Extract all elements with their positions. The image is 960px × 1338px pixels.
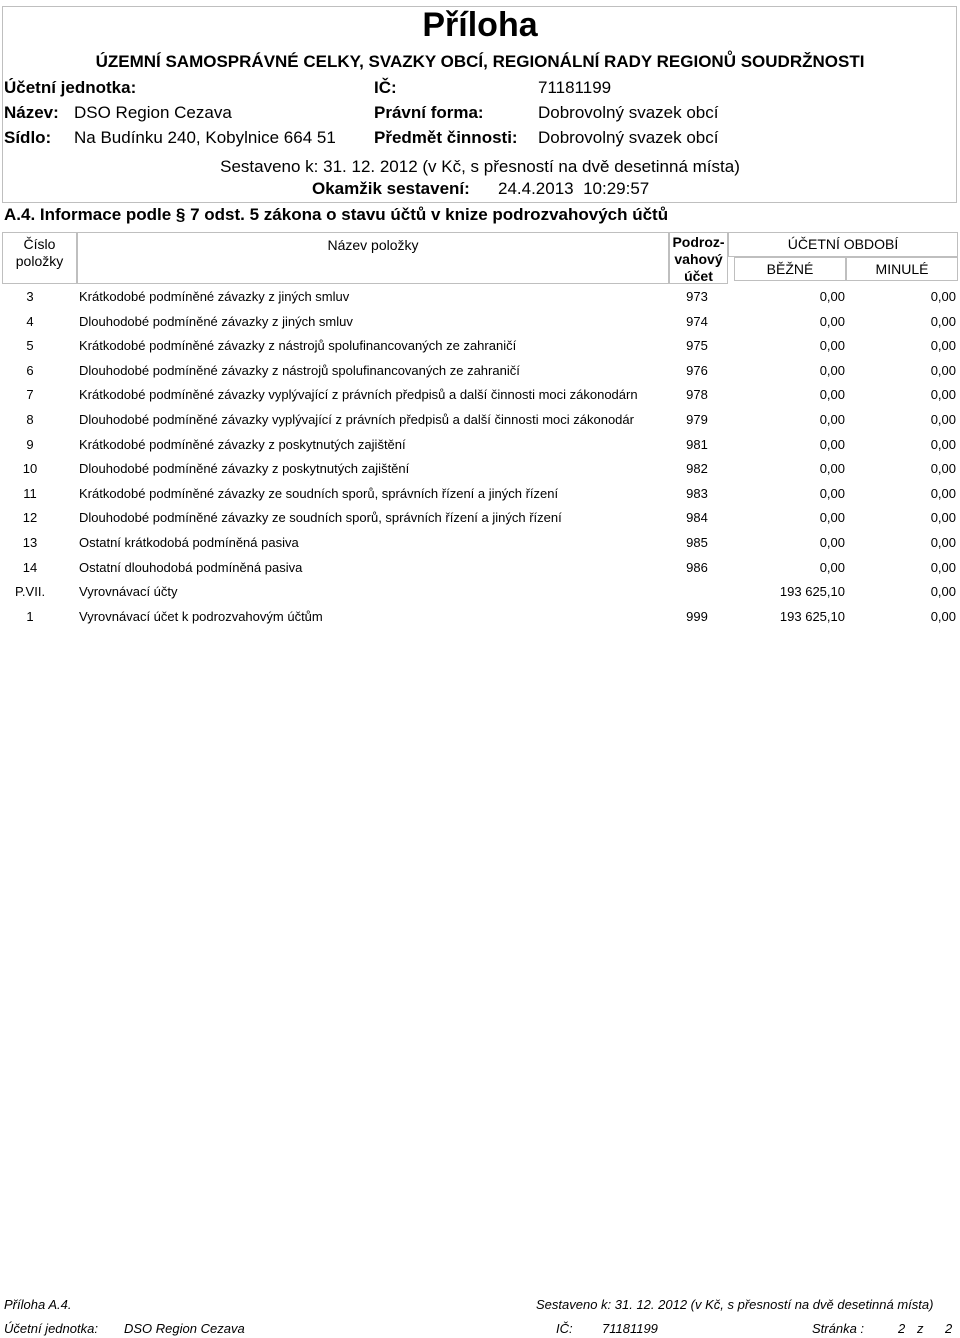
row-number: 11 [23,485,37,501]
row-name: Krátkodobé podmíněné závazky z poskytnutých zajištění [79,436,406,452]
row-current: 0,00 [819,412,845,427]
footer-page-label: Stránka : [812,1321,865,1336]
name-value: DSO Region Cezava [74,103,232,122]
row-previous: 0,00 [930,387,956,403]
seat-label: Sídlo: [4,128,52,147]
section-title: A.4. Informace podle § 7 odst. 5 zákona o stavu účtů v knize podrozvahových účtů [4,205,669,224]
row-account: 986 [686,559,708,575]
header-period: ÚČETNÍ OBDOBÍ [728,232,958,257]
row-number: 6 [26,362,34,378]
row-number: 12 [22,510,38,526]
row-account: 974 [686,313,708,329]
row-number: P.VII. [14,584,46,600]
row-number: 3 [26,289,34,304]
compiled-line: Sestaveno k: 31. 12. 2012 (v Kč, s přesností na dvě desetinná místa) [220,157,740,176]
row-current: 0,00 [819,535,845,550]
table-row [0,457,960,481]
row-account: 985 [686,535,708,550]
row-name: Krátkodobé podmíněné závazky ze soudních sporů, správních řízení a jiných řízení [79,485,559,501]
table-row [0,482,960,506]
row-number: 4 [26,313,34,329]
header-account [669,232,728,284]
footer-page-current: 2 [898,1321,906,1336]
row-previous: 0,00 [930,510,956,526]
row-account: 978 [686,387,708,403]
header-account-line1: Podroz- [672,234,725,250]
seat-value: Na Budínku 240, Kobylnice 664 51 [74,128,336,147]
row-current: 0,00 [819,436,845,452]
row-account: 973 [686,289,708,304]
table-row [0,383,960,407]
header-number-line2: položky [15,253,64,269]
row-name: Dlouhodobé podmíněné závazky vyplývající z právních předpisů a další činnosti moci zákonodár [79,412,634,427]
activity-value: Dobrovolný svazek obcí [538,128,719,147]
row-name: Krátkodobé podmíněné závazky z jiných smluv [79,289,350,304]
row-account: 999 [686,608,708,624]
header-account-line2: vahový [674,251,723,267]
row-current: 193 625,10 [779,608,845,624]
row-number: 9 [26,436,34,452]
row-current: 0,00 [819,510,845,526]
table-row [0,556,960,580]
footer-page-of: z [917,1321,924,1336]
row-number: 8 [26,412,34,427]
row-previous: 0,00 [930,289,956,304]
row-number: 14 [22,559,38,575]
header-current: BĚŽNÉ [734,257,846,281]
row-name: Krátkodobé podmíněné závazky z nástrojů spolufinancovaných ze zahraničí [79,338,517,354]
footer-unit-label: Účetní jednotka: [4,1321,98,1336]
table-row [0,506,960,530]
table-row [0,433,960,457]
row-current: 0,00 [819,338,845,354]
row-current: 0,00 [819,313,845,329]
row-current: 0,00 [819,362,845,378]
row-previous: 0,00 [930,535,956,550]
row-current: 0,00 [819,485,845,501]
row-account: 982 [686,461,708,477]
header-item-name: Název položky [77,232,669,284]
name-label: Název: [4,103,59,122]
row-name: Vyrovnávací účet k podrozvahovým účtům [79,608,323,624]
row-name: Ostatní dlouhodobá podmíněná pasiva [79,559,303,575]
row-name: Dlouhodobé podmíněné závazky z nástrojů spolufinancovaných ze zahraničí [79,362,520,378]
row-name: Krátkodobé podmíněné závazky vyplývající z právních předpisů a další činnosti moci zákonodárn [79,387,638,403]
row-number: 7 [26,387,34,403]
row-account: 984 [686,510,708,526]
moment-value: 24.4.2013 10:29:57 [498,179,650,198]
legal-form-value: Dobrovolný svazek obcí [538,103,719,122]
row-previous: 0,00 [930,338,956,354]
row-previous: 0,00 [930,313,956,329]
row-previous: 0,00 [930,485,956,501]
row-previous: 0,00 [930,559,956,575]
row-account: 983 [686,485,708,501]
row-name: Dlouhodobé podmíněné závazky ze soudních sporů, správních řízení a jiných řízení [79,510,562,526]
row-number: 1 [26,608,34,624]
row-name: Dlouhodobé podmíněné závazky z poskytnutých zajištění [79,461,410,477]
footer-page-total: 2 [945,1321,953,1336]
ic-label: IČ: [374,78,397,97]
ic-value: 71181199 [538,78,612,97]
moment-label: Okamžik sestavení: [312,179,470,198]
row-name: Dlouhodobé podmíněné závazky z jiných smluv [79,313,353,329]
footer-doc-name: Příloha A.4. [4,1297,72,1312]
row-account: 981 [686,436,708,452]
page-title: Příloha [422,6,538,44]
footer-ic-label: IČ: [556,1321,573,1336]
header-previous: MINULÉ [846,257,958,281]
row-account: 979 [686,412,708,427]
row-account: 975 [686,338,708,354]
table-row [0,334,960,358]
footer-unit-value: DSO Region Cezava [124,1321,245,1336]
row-current: 0,00 [819,289,845,304]
footer-ic-value: 71181199 [602,1321,658,1336]
row-current: 0,00 [819,461,845,477]
table-row [0,531,960,555]
row-current: 193 625,10 [779,584,845,600]
row-previous: 0,00 [930,412,956,427]
activity-label: Předmět činnosti: [374,128,518,147]
row-previous: 0,00 [930,436,956,452]
unit-label: Účetní jednotka: [4,78,137,97]
row-previous: 0,00 [930,584,956,600]
row-current: 0,00 [819,559,845,575]
row-name: Vyrovnávací účty [79,584,178,600]
footer-compiled: Sestaveno k: 31. 12. 2012 (v Kč, s přesností na dvě desetinná místa) [536,1297,934,1312]
row-number: 10 [22,461,38,477]
table-row [0,605,960,629]
row-number: 13 [22,535,38,550]
table-row [0,359,960,383]
row-current: 0,00 [819,387,845,403]
row-previous: 0,00 [930,461,956,477]
table-row [0,580,960,604]
page-subtitle: ÚZEMNÍ SAMOSPRÁVNÉ CELKY, SVAZKY OBCÍ, REGIONÁLNÍ RADY REGIONŮ SOUDRŽNOSTI [95,52,865,71]
legal-form-label: Právní forma: [374,103,484,122]
table-row [0,285,960,309]
table-row [0,310,960,334]
header-number-line1: Číslo [23,236,56,252]
header-account-line3: účet [684,268,713,284]
header-item-number [2,232,77,284]
row-name: Ostatní krátkodobá podmíněná pasiva [79,535,299,550]
row-account: 976 [686,362,708,378]
table-row [0,408,960,432]
row-number: 5 [26,338,34,354]
row-previous: 0,00 [930,362,956,378]
row-previous: 0,00 [930,608,956,624]
